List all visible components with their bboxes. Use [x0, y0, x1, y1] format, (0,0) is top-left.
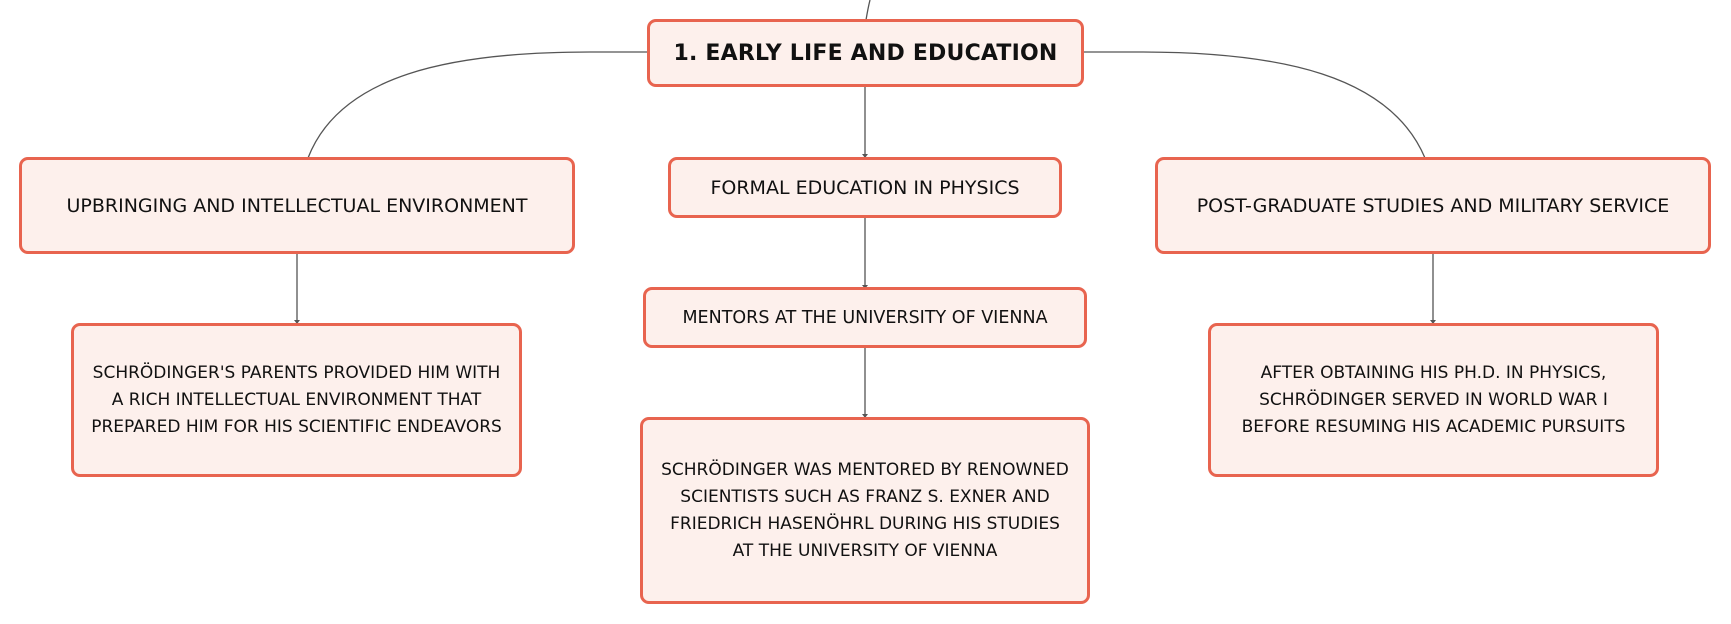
connector-parent-to-root	[866, 0, 870, 20]
branch-node-label: FORMAL EDUCATION IN PHYSICS	[710, 176, 1020, 199]
branch-node-upbringing[interactable]	[19, 157, 575, 254]
branch-node-postgraduate[interactable]	[1155, 157, 1711, 254]
detail-node-mentors[interactable]	[640, 417, 1090, 604]
branch-node-formal-education[interactable]	[668, 157, 1062, 218]
root-node-label: 1. EARLY LIFE AND EDUCATION	[673, 40, 1058, 66]
branch-node-label: POST-GRADUATE STUDIES AND MILITARY SERVICE	[1196, 194, 1670, 217]
detail-node-postgraduate[interactable]	[1208, 323, 1659, 477]
branch-node-label: UPBRINGING AND INTELLECTUAL ENVIRONMENT	[66, 194, 528, 217]
detail-node-upbringing[interactable]	[71, 323, 522, 477]
connector-root-to-upbringing	[308, 52, 648, 158]
root-node[interactable]	[647, 19, 1084, 87]
sub-node-label: MENTORS AT THE UNIVERSITY OF VIENNA	[682, 307, 1048, 328]
connector-root-to-postgraduate	[1083, 52, 1425, 158]
detail-node-text: SCHRÖDINGER WAS MENTORED BY RENOWNED SCIENTISTS SUCH AS FRANZ S. EXNER AND FRIEDRICH HASENÖHRL DURING HIS STUDIES AT THE UNIVERSITY OF VIENNA	[661, 459, 1069, 561]
detail-node-text: SCHRÖDINGER'S PARENTS PROVIDED HIM WITH A RICH INTELLECTUAL ENVIRONMENT THAT PREPARED HIM FOR HIS SCIENTIFIC ENDEAVORS	[91, 362, 502, 437]
sub-node-mentors[interactable]	[643, 287, 1087, 348]
detail-node-text: AFTER OBTAINING HIS PH.D. IN PHYSICS, SCHRÖDINGER SERVED IN WORLD WAR I BEFORE RESUMING HIS ACADEMIC PURSUITS	[1241, 362, 1626, 437]
